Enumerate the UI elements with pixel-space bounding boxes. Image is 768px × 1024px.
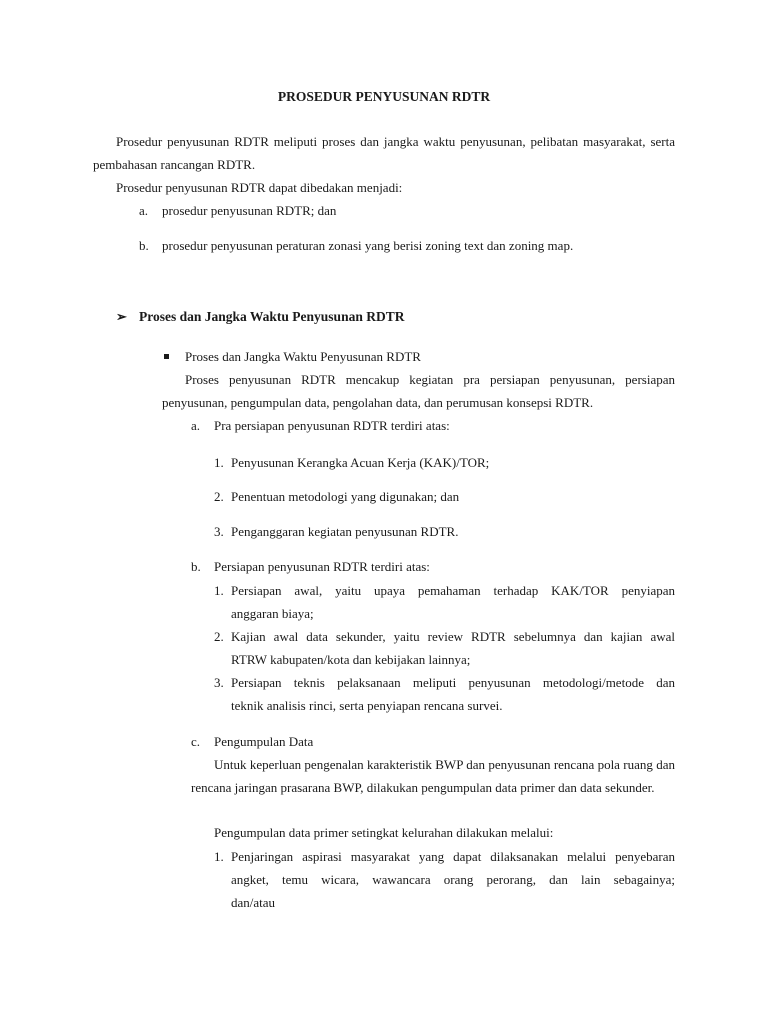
numbered-label: 1. bbox=[214, 583, 224, 598]
numbered-label: 1. bbox=[214, 849, 224, 864]
list-label: b. bbox=[191, 559, 201, 574]
numbered-item-line: teknik analisis rinci, serta penyiapan rencana survei. bbox=[231, 698, 503, 713]
numbered-item-line: dan/atau bbox=[231, 895, 276, 910]
bullet-paragraph: Proses penyusunan RDTR mencakup kegiatan pra persiapan penyusunan, persiapan penyusunan, pengumpulan data, pengolahan data, dan perumusan konsepsi RDTR. bbox=[162, 372, 675, 410]
numbered-item: Penentuan metodologi yang digunakan; dan bbox=[231, 489, 460, 504]
numbered-item-line: anggaran biaya; bbox=[231, 606, 314, 621]
list-label: c. bbox=[191, 734, 201, 749]
numbered-label: 1. bbox=[214, 455, 224, 470]
list-item: prosedur penyusunan peraturan zonasi yang berisi zoning text dan zoning map. bbox=[162, 238, 574, 253]
intro-paragraph-2: Prosedur penyusunan RDTR dapat dibedakan menjadi: bbox=[116, 180, 403, 195]
numbered-item: Penyusunan Kerangka Acuan Kerja (KAK)/TOR; bbox=[231, 455, 490, 470]
square-bullet-icon bbox=[164, 354, 169, 359]
numbered-item-line: Persiapan teknis pelaksanaan meliputi penyusunan metodologi/metode dan bbox=[231, 675, 675, 690]
list-item: Pengumpulan Data bbox=[214, 734, 314, 749]
numbered-item-line: Kajian awal data sekunder, yaitu review RDTR sebelumnya dan kajian awal bbox=[231, 629, 675, 644]
list-label: a. bbox=[139, 203, 149, 218]
list-item: prosedur penyusunan RDTR; dan bbox=[162, 203, 337, 218]
numbered-label: 3. bbox=[214, 675, 224, 690]
list-label: b. bbox=[139, 238, 149, 253]
numbered-item-line: Persiapan awal, yaitu upaya pemahaman terhadap KAK/TOR penyiapan bbox=[231, 583, 675, 598]
numbered-label: 2. bbox=[214, 629, 224, 644]
numbered-item-line: Penjaringan aspirasi masyarakat yang dapat dilaksanakan melalui penyebaran bbox=[231, 849, 675, 864]
arrow-bullet-icon: ➢ bbox=[116, 309, 127, 324]
numbered-label: 3. bbox=[214, 524, 224, 539]
collection-paragraph: Untuk keperluan pengenalan karakteristik BWP dan penyusunan rencana pola ruang dan rencana jaringan prasarana BWP, dilakukan pengumpulan data primer dan data sekunder. bbox=[191, 757, 675, 795]
section-heading: Proses dan Jangka Waktu Penyusunan RDTR bbox=[139, 309, 405, 324]
numbered-item-line: angket, temu wicara, wawancara orang perorang, dan lain sebagainya; bbox=[231, 872, 675, 887]
numbered-label: 2. bbox=[214, 489, 224, 504]
numbered-item: Penganggaran kegiatan penyusunan RDTR. bbox=[231, 524, 459, 539]
list-item: Pra persiapan penyusunan RDTR terdiri atas: bbox=[214, 418, 450, 433]
list-label: a. bbox=[191, 418, 201, 433]
bullet-item-label: Proses dan Jangka Waktu Penyusunan RDTR bbox=[185, 349, 421, 364]
document-title: PROSEDUR PENYUSUNAN RDTR bbox=[277, 89, 491, 104]
numbered-item-line: RTRW kabupaten/kota dan kebijakan lainnya; bbox=[231, 652, 471, 667]
list-item: Persiapan penyusunan RDTR terdiri atas: bbox=[214, 559, 430, 574]
collection-paragraph-2: Pengumpulan data primer setingkat kelurahan dilakukan melalui: bbox=[214, 825, 554, 840]
intro-paragraph: Prosedur penyusunan RDTR meliputi proses dan jangka waktu penyusunan, pelibatan masyarakat, serta pembahasan rancangan RDTR. bbox=[93, 134, 675, 172]
